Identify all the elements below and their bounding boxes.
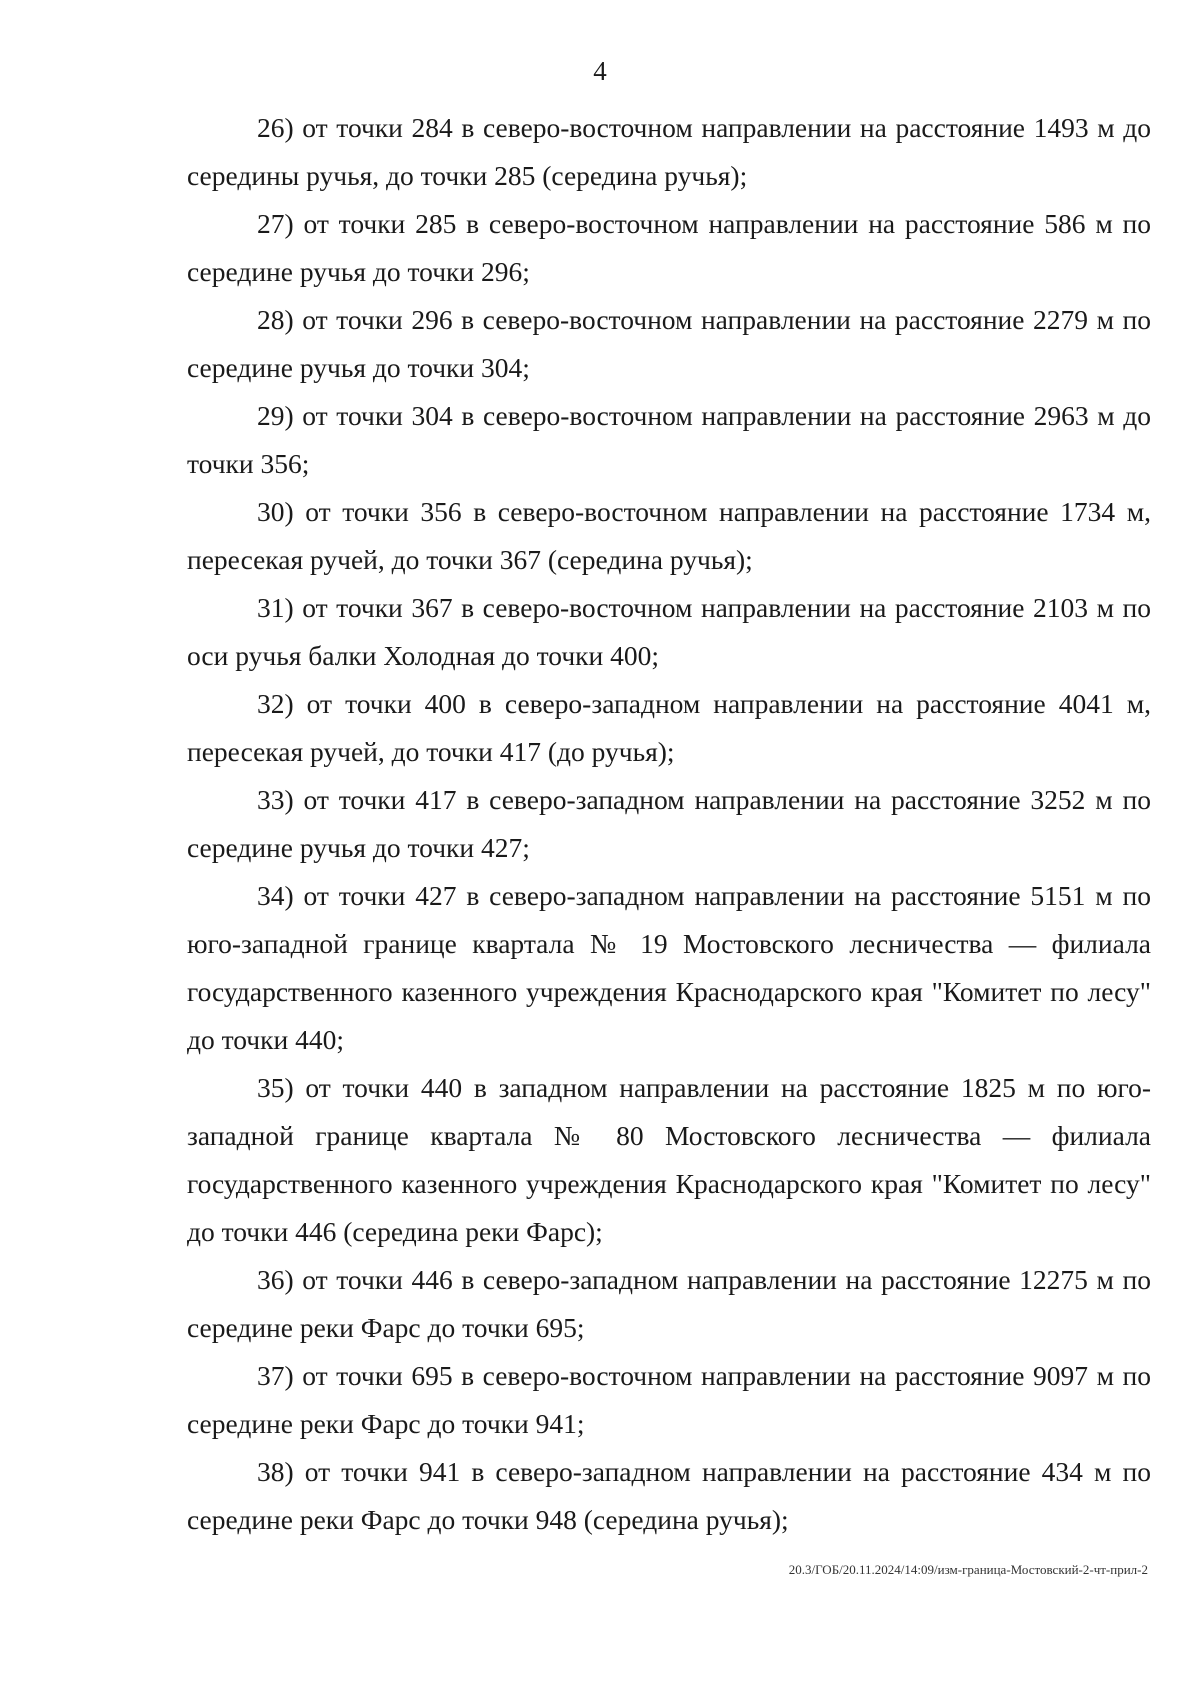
list-item: 32) от точки 400 в северо-западном направлении на расстояние 4041 м, пересекая ручей, до точки 417 (до ручья); [187,688,1151,767]
list-item: 29) от точки 304 в северо-восточном направлении на расстояние 2963 м до точки 356; [187,400,1151,479]
list-item: 31) от точки 367 в северо-восточном направлении на расстояние 2103 м по оси ручья балки Холодная до точки 400; [187,592,1151,671]
list-item: 38) от точки 941 в северо-западном направлении на расстояние 434 м по середине реки Фарс до точки 948 (середина ручья); [187,1456,1151,1535]
list-item: 34) от точки 427 в северо-западном направлении на расстояние 5151 м по юго-западной границе квартала № 19 Мостовского лесничества — филиала государственного казенного учреждения Краснодарского края "Комитет по лесу" до точки 440; [187,880,1151,1055]
list-item: 33) от точки 417 в северо-западном направлении на расстояние 3252 м по середине ручья до точки 427; [187,784,1151,863]
list-item: 35) от точки 440 в западном направлении на расстояние 1825 м по юго-западной границе квартала № 80 Мостовского лесничества — филиала государственного казенного учреждения Краснодарского края "Комитет по лесу" до точки 446 (середина реки Фарс); [187,1072,1151,1247]
document-body [187,104,1151,1544]
list-item: 30) от точки 356 в северо-восточном направлении на расстояние 1734 м, пересекая ручей, до точки 367 (середина ручья); [187,496,1151,575]
list-item: 27) от точки 285 в северо-восточном направлении на расстояние 586 м по середине ручья до точки 296; [187,208,1151,287]
list-item: 36) от точки 446 в северо-западном направлении на расстояние 12275 м по середине реки Фарс до точки 695; [187,1264,1151,1343]
list-item: 37) от точки 695 в северо-восточном направлении на расстояние 9097 м по середине реки Фарс до точки 941; [187,1360,1151,1439]
page-number: 4 [593,56,607,86]
document-footer-code: 20.3/ГОБ/20.11.2024/14:09/изм-граница-Мостовский-2-чт-прил-2 [788,1562,1148,1577]
list-item: 26) от точки 284 в северо-восточном направлении на расстояние 1493 м до середины ручья, до точки 285 (середина ручья); [187,112,1151,191]
list-item: 28) от точки 296 в северо-восточном направлении на расстояние 2279 м по середине ручья до точки 304; [187,304,1151,383]
